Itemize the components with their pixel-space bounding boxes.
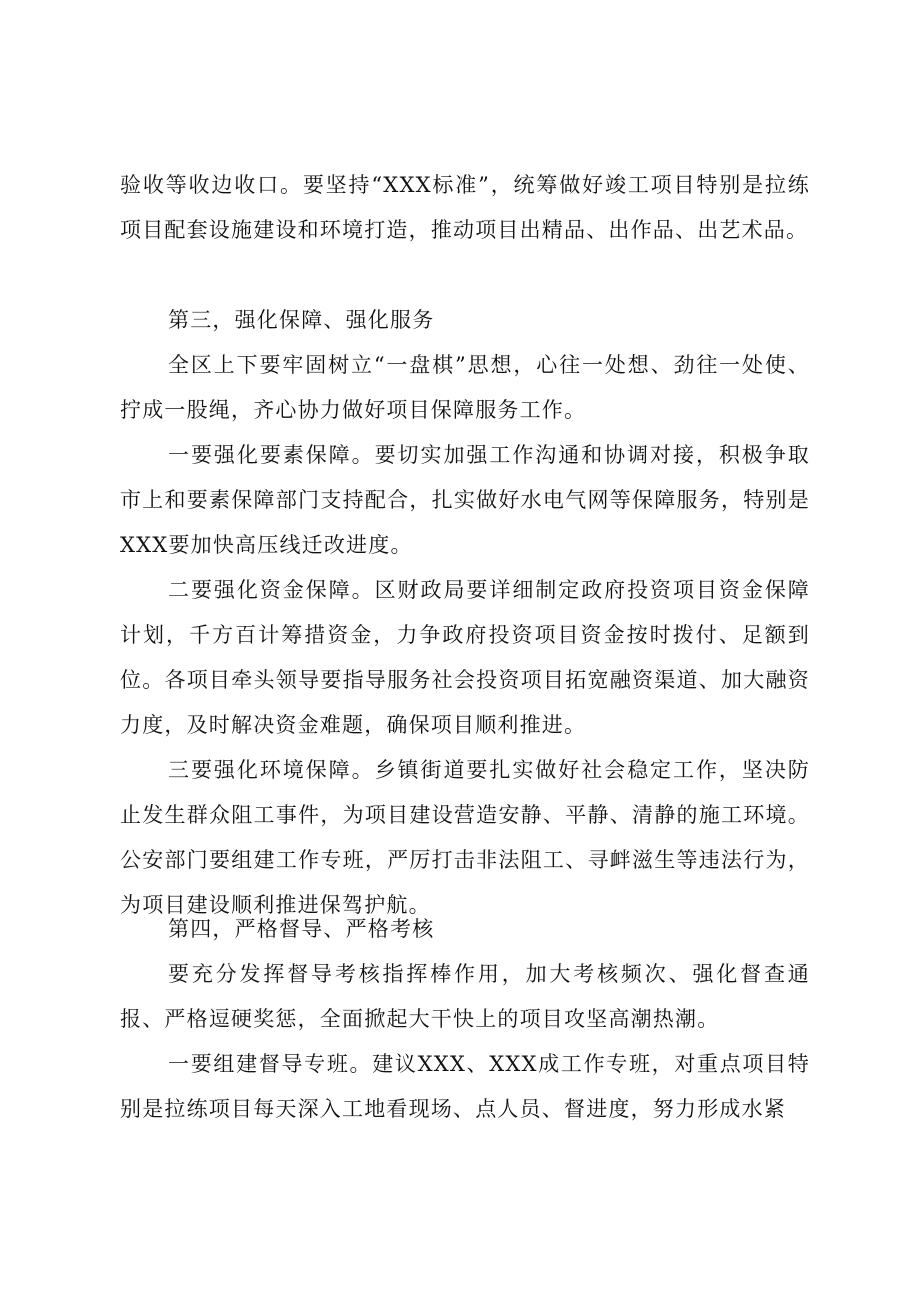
paragraph-task-force: 一要组建督导专班。建议XXX、XXX成工作专班，对重点项目特别是拉练项目每天深入工地看现场、点人员、督进度，努力形成水紧	[120, 1052, 810, 1121]
paragraph-element-guarantee: 一要强化要素保障。要切实加强工作沟通和协调对接，积极争取市上和要素保障部门支持配合，扎实做好水电气网等保障服务，特别是XXX要加快高压线迁改进度。	[120, 443, 810, 557]
paragraph-environment-guarantee: 三要强化环境保障。乡镇街道要扎实做好社会稳定工作，坚决防止发生群众阻工事件，为项目建设营造安静、平静、清静的施工环境。公安部门要组建工作专班，严厉打击非法阻工、寻衅滋生等违法行为，为项目建设顺利推进保驾护航。	[120, 758, 810, 917]
section-heading-fourth: 第四，严格督导、严格考核	[168, 917, 435, 941]
paragraph-supervision: 要充分发挥督导考核指挥棒作用，加大考核频次、强化督查通报、严格逗硬奖惩，全面掀起大干快上的项目攻坚高潮热潮。	[120, 962, 810, 1031]
paragraph-overall: 全区上下要牢固树立“一盘棋”思想，心往一处想、劲往一处使、拧成一股绳，齐心协力做好项目保障服务工作。	[120, 353, 810, 422]
paragraph-continuation: 验收等收边收口。要坚持“XXX标准”，统筹做好竣工项目特别是拉练项目配套设施建设和环境打造，推动项目出精品、出作品、出艺术品。	[120, 173, 810, 242]
section-heading-third: 第三，强化保障、强化服务	[168, 308, 435, 332]
paragraph-fund-guarantee: 二要强化资金保障。区财政局要详细制定政府投资项目资金保障计划，千方百计筹措资金，力争政府投资项目资金按时拨付、足额到位。各项目牵头领导要指导服务社会投资项目拓宽融资渠道、加大融资力度，及时解决资金难题，确保项目顺利推进。	[120, 578, 810, 737]
